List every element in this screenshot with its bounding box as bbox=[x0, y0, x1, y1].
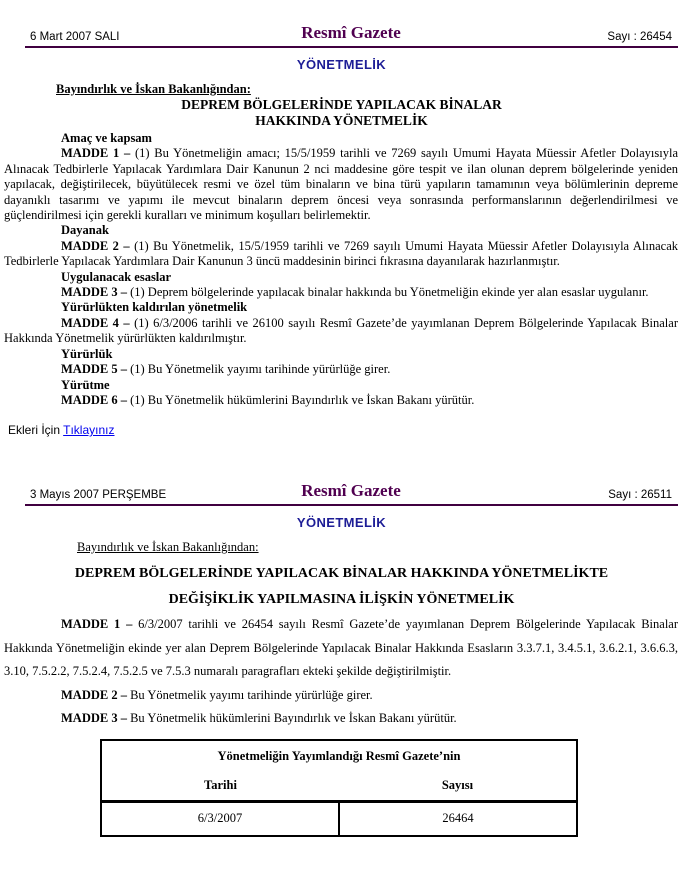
article-text: Bu Yönetmelik yayımı tarihinde yürürlüğe girer. bbox=[130, 687, 373, 702]
document-2 bbox=[0, 481, 683, 837]
publication-table bbox=[100, 739, 578, 837]
regulation-title-line-1: DEPREM BÖLGELERİNDE YAPILACAK BİNALAR bbox=[181, 97, 502, 112]
table-row bbox=[101, 772, 577, 802]
attachments-line bbox=[8, 423, 683, 437]
article-heading: Yürürlük bbox=[61, 346, 113, 361]
section-label-yonetmelik: YÖNETMELİK bbox=[296, 515, 387, 531]
attachments-prefix: Ekleri İçin bbox=[8, 423, 61, 438]
issue-number: Sayı : 26511 bbox=[608, 489, 672, 502]
article-heading: Yürürlükten kaldırılan yönetmelik bbox=[61, 300, 248, 315]
article-paragraph bbox=[4, 707, 678, 731]
gazette-title: Resmî Gazete bbox=[301, 481, 401, 501]
regulation-title-line-1: DEPREM BÖLGELERİNDE YAPILACAK BİNALAR HAKKINDA YÖNETMELİKTE bbox=[74, 566, 609, 582]
article-heading: Yürütme bbox=[61, 377, 110, 392]
masthead bbox=[0, 0, 683, 43]
article-paragraph bbox=[4, 613, 678, 684]
masthead-rule bbox=[25, 46, 678, 48]
issue-date: 6 Mart 2007 SALI bbox=[30, 31, 120, 43]
gazette-title: Resmî Gazete bbox=[301, 23, 401, 42]
article-label: MADDE 2 – bbox=[61, 687, 127, 702]
article-text: (1) Bu Yönetmeliğin amacı; 15/5/1959 tarihli ve 7269 sayılı Umumi Hayata Müessir Afetler Dolayısıyla Alınacak Tedbirlerle Yapılacak Yardımlara Dair Kanunun 2 nci maddesine göre tespit ve ilan olunan deprem bölgelerinde yeniden yapılacak, değiştirilecek, büyütülecek resmi ve özel tüm binaların ve bina türü yapıların tamamının veya bölümlerinin depreme dayanıklı tasarımı ve yapımı ile mevcut binaların deprem öncesi veya sonrasında performanslarının değerlendirilmesi ve güçlendirilmesi için gerekli kuralları ve minimum koşulları belirlemektir. bbox=[4, 146, 678, 223]
ministry-text: Bayındırlık ve İskan Bakanlığından: bbox=[77, 540, 259, 555]
table-row bbox=[101, 801, 577, 836]
table-col-header-tarihi: Tarihi bbox=[204, 778, 237, 793]
regulation-title-line-2: DEĞİŞİKLİK YAPILMASINA İLİŞKİN YÖNETMELİK bbox=[168, 592, 515, 608]
article-text: Bu Yönetmelik hükümlerini Bayındırlık ve İskan Bakanı yürütür. bbox=[130, 711, 457, 726]
article-text: 6/3/2007 tarihli ve 26454 sayılı Resmî Gazete’de yayımlanan Deprem Bölgelerinde Yapılacak Binalar Hakkında Yönetmeliğin ekinde yer alan Deprem Bölgelerinde Yapılacak Binalar Hakkında Esasların 3.3.7.1, 3.4.5.1, 3.6.2.1, 3.6.6.3, 3.10, 7.5.2.2, 7.5.2.4, 7.5.2.5 ve 7.5.3 numaralı paragrafları ekteki şekilde değiştirilmiştir. bbox=[4, 617, 678, 679]
article-paragraph bbox=[4, 362, 678, 377]
article-heading: Amaç ve kapsam bbox=[61, 131, 152, 145]
regulation-body bbox=[4, 613, 678, 731]
article-heading: Dayanak bbox=[61, 223, 109, 238]
article-paragraph bbox=[4, 684, 678, 708]
article-paragraph bbox=[4, 146, 678, 223]
article-paragraph bbox=[4, 285, 678, 300]
regulation-title-line-2: HAKKINDA YÖNETMELİK bbox=[255, 112, 428, 128]
issue-date: 3 Mayıs 2007 PERŞEMBE bbox=[30, 489, 167, 502]
article-label: MADDE 4 – bbox=[61, 315, 130, 330]
document-1 bbox=[0, 0, 683, 437]
table-col-header-sayisi: Sayısı bbox=[441, 778, 474, 793]
section-label-yonetmelik: YÖNETMELİK bbox=[296, 57, 387, 72]
masthead-rule bbox=[25, 504, 678, 506]
article-paragraph bbox=[4, 239, 678, 270]
table-cell-tarihi: 6/3/2007 bbox=[101, 801, 339, 836]
attachments-link[interactable]: Tıklayınız bbox=[63, 423, 115, 438]
article-label: MADDE 2 – bbox=[61, 238, 130, 253]
table-title: Yönetmeliğin Yayımlandığı Resmî Gazete’nin bbox=[217, 748, 461, 763]
article-paragraph bbox=[4, 316, 678, 347]
table-row bbox=[101, 740, 577, 772]
ministry-line bbox=[77, 540, 683, 555]
regulation-body bbox=[4, 131, 678, 408]
article-text: (1) Deprem bölgelerinde yapılacak binalar hakkında bu Yönetmeliğin ekinde yer alan esaslar uygulanır. bbox=[130, 285, 649, 300]
ministry-text: Bayındırlık ve İskan Bakanlığından: bbox=[56, 82, 251, 96]
regulation-title bbox=[0, 97, 683, 128]
article-label: MADDE 3 – bbox=[61, 285, 127, 300]
article-text: (1) 6/3/2006 tarihli ve 26100 sayılı Resmî Gazete’de yayımlanan Deprem Bölgelerinde Yapılacak Binalar Hakkında Yönetmelik yürürlükten kaldırılmıştır. bbox=[4, 315, 678, 346]
article-label: MADDE 1 – bbox=[61, 146, 131, 161]
article-heading: Uygulanacak esaslar bbox=[61, 269, 172, 284]
ministry-line bbox=[56, 82, 683, 97]
regulation-title bbox=[0, 561, 683, 613]
article-label: MADDE 5 – bbox=[61, 362, 127, 377]
article-text: (1) Bu Yönetmelik, 15/5/1959 tarihli ve 7269 sayılı Umumi Hayata Müessir Afetler Dolayısıyla Alınacak Tedbirlerle Yapılacak Yardımlara Dair Kanunun 3 üncü maddesinin birinci fıkrasına dayanılarak hazırlanmıştır. bbox=[4, 238, 678, 269]
issue-number: Sayı : 26454 bbox=[607, 31, 672, 43]
table-cell-sayisi: 26464 bbox=[339, 801, 577, 836]
article-label: MADDE 6 – bbox=[61, 392, 127, 407]
article-text: (1) Bu Yönetmelik yayımı tarihinde yürürlüğe girer. bbox=[130, 362, 391, 377]
article-label: MADDE 1 – bbox=[61, 617, 133, 632]
article-text: (1) Bu Yönetmelik hükümlerini Bayındırlık ve İskan Bakanı yürütür. bbox=[130, 392, 475, 407]
masthead bbox=[0, 481, 683, 501]
article-label: MADDE 3 – bbox=[61, 711, 127, 726]
article-paragraph bbox=[4, 393, 678, 408]
